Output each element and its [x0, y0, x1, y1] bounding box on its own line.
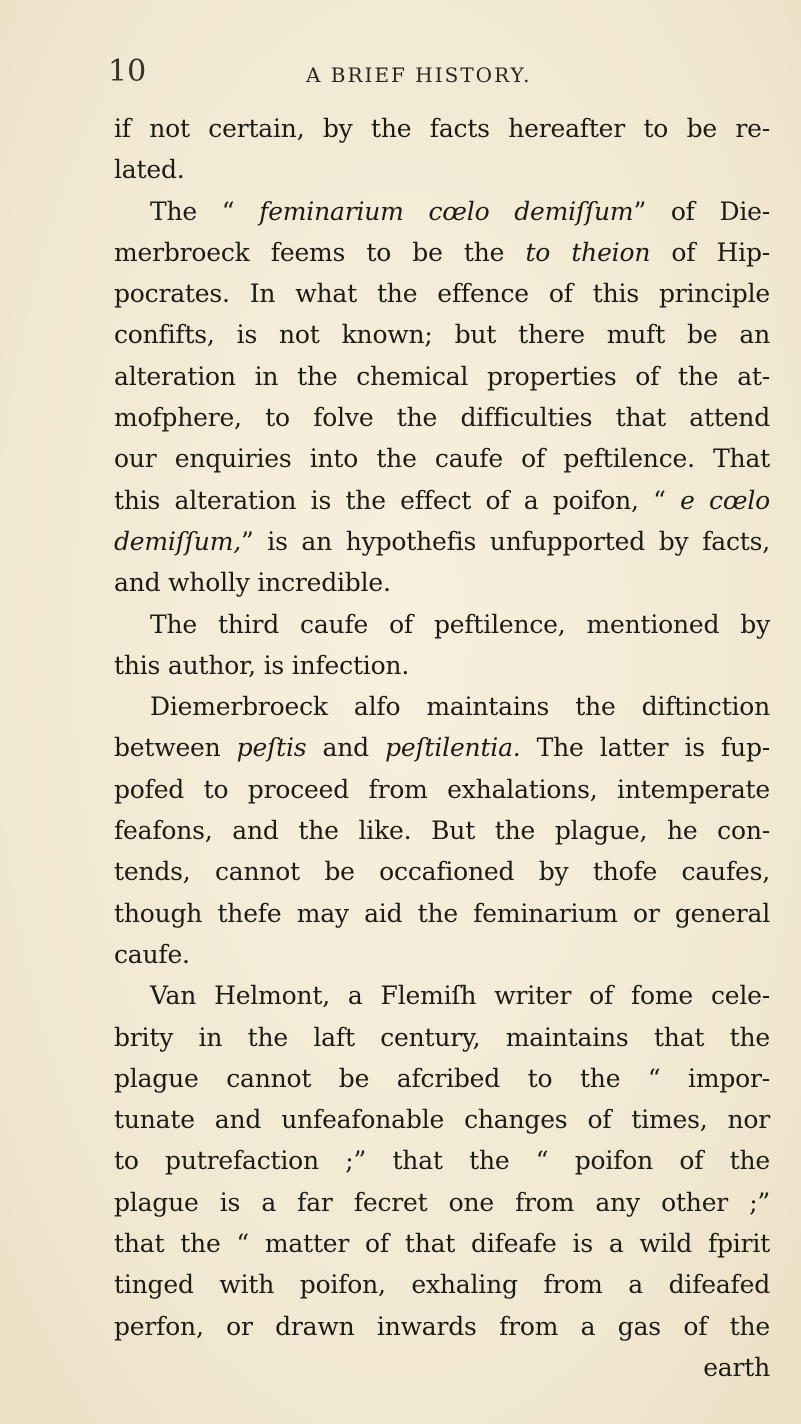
- text-line: our enquiries into the caufe of peftilence. That: [114, 444, 770, 474]
- text-line: this author, is infection.: [114, 650, 410, 680]
- running-head: A BRIEF HISTORY.: [306, 63, 532, 87]
- text-line: plague cannot be afcribed to the “ impor-: [114, 1063, 770, 1093]
- text-line: and wholly incredible.: [114, 568, 391, 598]
- text-line: between peſtis and peſtilentia. The latter is fup-: [114, 733, 770, 763]
- body-text: [114, 108, 770, 1388]
- text-line: Van Helmont, a Flemiſh writer of fome cele-: [150, 981, 770, 1011]
- text-line: alteration in the chemical properties of the at-: [114, 361, 770, 391]
- text-line: plague is a far fecret one from any other ;”: [114, 1187, 770, 1217]
- text-line: pocrates. In what the effence of this principle: [114, 279, 770, 309]
- text-line: Diemerbroeck alfo maintains the diftinction: [150, 692, 770, 722]
- text-line: The third caufe of peftilence, mentioned by: [150, 609, 770, 639]
- text-line: The “ feminarium cœlo demiſſum” of Die-: [150, 196, 771, 226]
- text-line: if not certain, by the facts hereafter to be re-: [114, 114, 770, 143]
- text-line: confifts, is not known; but there muft be an: [114, 320, 770, 350]
- text-line: mofphere, to folve the difficulties that attend: [114, 403, 770, 433]
- text-line: though thefe may aid the feminarium or general: [114, 898, 770, 928]
- text-line: tunate and unfeafonable changes of times, nor: [114, 1105, 770, 1135]
- text-line: pofed to proceed from exhalations, intemperate: [114, 774, 770, 804]
- text-line: perfon, or drawn inwards from a gas of the: [114, 1311, 770, 1341]
- text-line: feafons, and the like. But the plague, he con-: [114, 816, 770, 846]
- page-header: [108, 56, 768, 96]
- text-line: to putrefaction ;” that the “ poifon of the: [114, 1146, 770, 1176]
- page-number: 10: [108, 54, 147, 89]
- text-line: that the “ matter of that difeafe is a wild fpirit: [114, 1229, 770, 1259]
- text-line: demiſſum,” is an hypothefis unfupported by facts,: [114, 526, 770, 556]
- catchword: earth: [703, 1352, 770, 1382]
- text-line: tinged with poifon, exhaling from a difeafed: [114, 1270, 770, 1300]
- text-line: caufe.: [114, 939, 190, 969]
- text-line: brity in the laft century, maintains that the: [114, 1022, 770, 1052]
- text-line: this alteration is the effect of a poifon, “ e cœlo: [114, 485, 770, 515]
- text-line: merbroeck feems to be the to theion of Hip-: [114, 237, 770, 267]
- text-line: tends, cannot be occafioned by thofe caufes,: [114, 857, 770, 887]
- text-line: lated.: [114, 155, 185, 185]
